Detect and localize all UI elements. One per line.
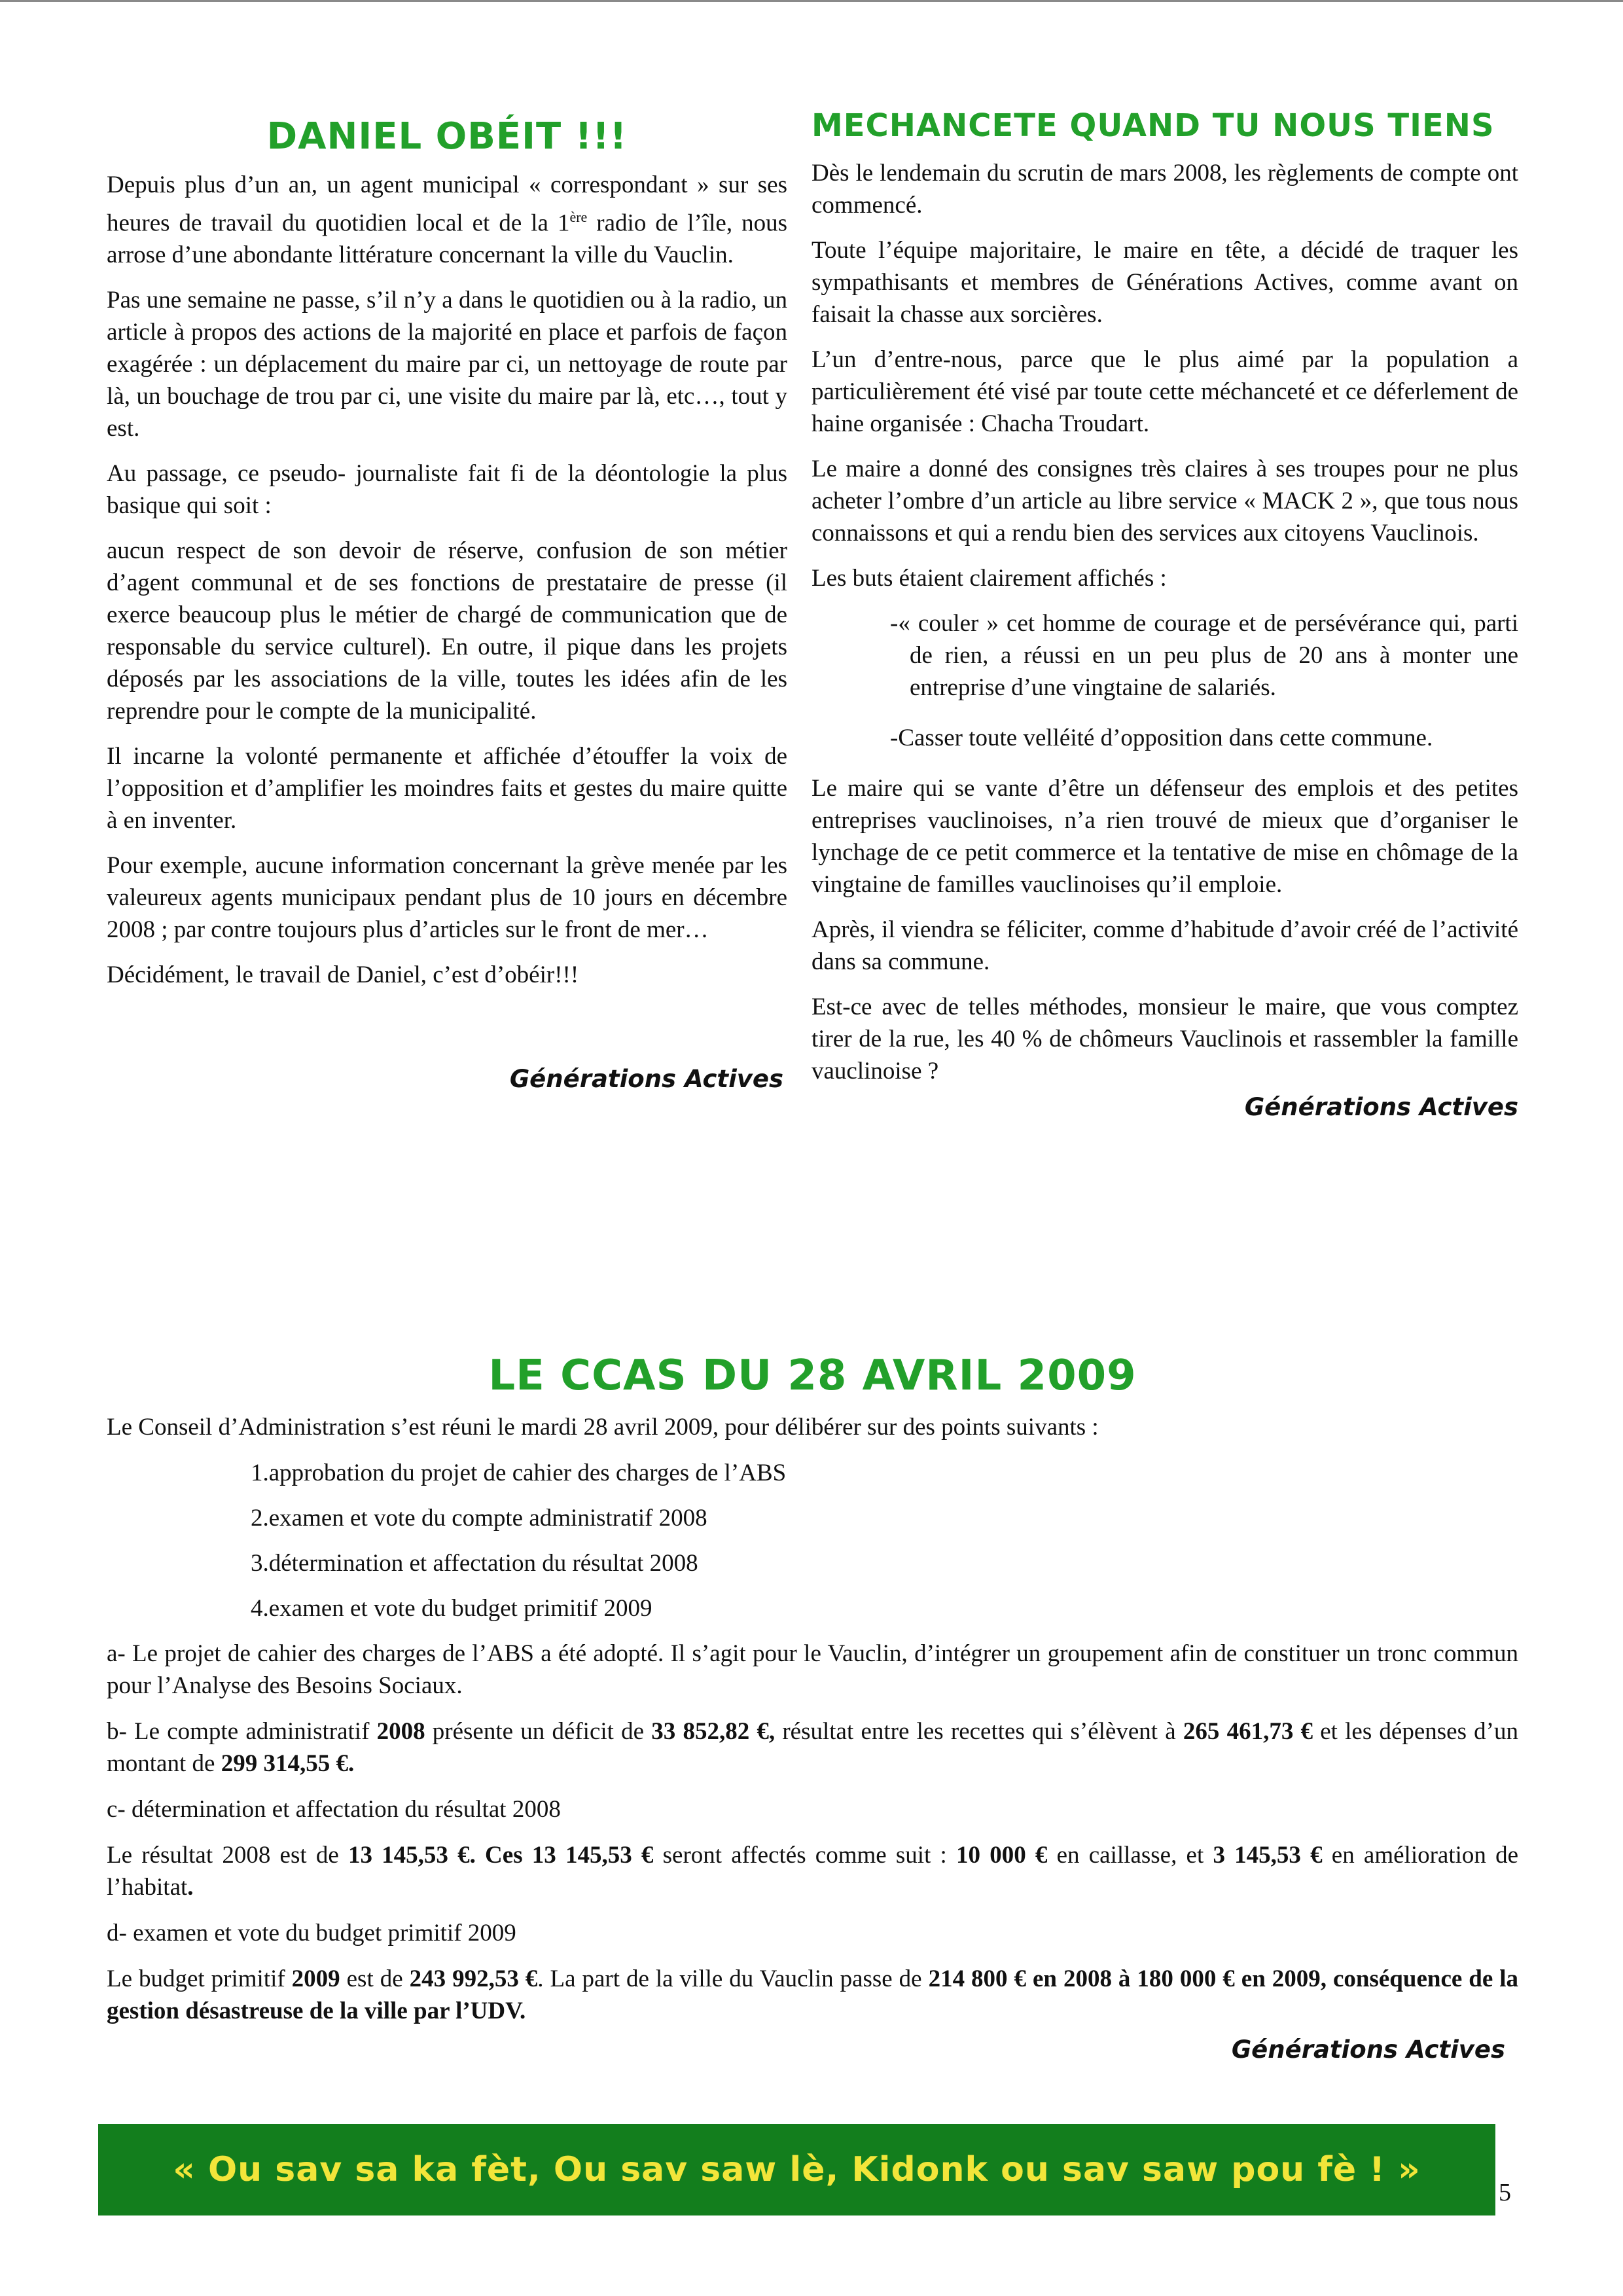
text: résultat entre les recettes qui s’élèvent à xyxy=(775,1718,1183,1745)
paragraph xyxy=(107,1839,1518,1903)
paragraph: c- détermination et affectation du résultat 2008 xyxy=(107,1796,561,1823)
bold-value: 299 314,55 €. xyxy=(221,1750,355,1777)
paragraph: Il incarne la volonté permanente et affichée d’étouffer la voix de l’opposition et d’amplifier les moindres faits et gestes du maire quitte à en inventer. xyxy=(107,743,787,834)
list-item: 4.examen et vote du budget primitif 2009 xyxy=(251,1595,652,1622)
paragraph: Dès le lendemain du scrutin de mars 2008, les règlements de compte ont commencé. xyxy=(812,160,1518,219)
article-daniel-obeit xyxy=(107,105,787,1095)
text: Le budget primitif xyxy=(107,1965,292,1992)
page-number: 5 xyxy=(1499,2179,1511,2206)
top-rule xyxy=(0,0,1623,2)
list-item: 1.approbation du projet de cahier des charges de l’ABS xyxy=(251,1460,787,1486)
text: seront affectés comme suit : xyxy=(653,1842,957,1869)
paragraph: Toute l’équipe majoritaire, le maire en tête, a décidé de traquer les sympathisants et membres de Générations Actives, comme avant on faisait la chasse aux sorcières. xyxy=(812,237,1518,328)
superscript: ère xyxy=(569,209,588,225)
text: b- Le compte administratif xyxy=(107,1718,377,1745)
list-item: 3.détermination et affectation du résultat 2008 xyxy=(251,1550,698,1577)
paragraph: L’un d’entre-nous, parce que le plus aimé par la population a particulièrement été visé par toute cette méchanceté et ce déferlement de haine organisée : Chacha Troudart. xyxy=(812,346,1518,437)
list-item: 2.examen et vote du compte administratif 2008 xyxy=(251,1505,707,1532)
text: en amélioration de l’habitat xyxy=(107,1842,1519,1901)
paragraph: Décidément, le travail de Daniel, c’est d’obéir!!! xyxy=(107,961,579,989)
paragraph: Au passage, ce pseudo- journaliste fait fi de la déontologie la plus basique qui soit : xyxy=(107,460,787,520)
paragraph: Est-ce avec de telles méthodes, monsieur le maire, que vous comptez tirer de la rue, les 40 % de chômeurs Vauclinois et rassembler la famille vauclinoise ? xyxy=(812,994,1518,1085)
bold-value: 2009 xyxy=(291,1965,340,1992)
slogan-banner xyxy=(98,2124,1495,2215)
bold-value: . xyxy=(187,1874,194,1901)
signature: Générations Actives xyxy=(1244,1093,1518,1121)
bold-value: 13 145,53 €. Ces 13 145,53 € xyxy=(348,1842,654,1869)
list-item: -« couler » cet homme de courage et de persévérance qui, parti de rien, a réussi en un peu plus de 20 ans à monter une entreprise d’une vingtaine de salariés. xyxy=(890,610,1518,701)
signature: Générations Actives xyxy=(1231,2036,1505,2064)
bold-value: 265 461,73 € xyxy=(1183,1718,1313,1745)
bold-value: 243 992,53 € xyxy=(409,1965,538,1992)
list-item: -Casser toute velléité d’opposition dans cette commune. xyxy=(890,725,1433,751)
paragraph: Le maire a donné des consignes très claires à ses troupes pour ne plus acheter l’ombre d’un article au libre service « MACK 2 », que tous nous connaissons et qui a rendu bien des services aux citoyens Vauclinois. xyxy=(812,456,1518,547)
text: en caillasse, et xyxy=(1047,1842,1213,1869)
paragraph: a- Le projet de cahier des charges de l’ABS a été adopté. Il s’agit pour le Vauclin, d’intégrer un groupement afin de constituer un tronc commun pour l’Analyse des Besoins Sociaux. xyxy=(107,1640,1518,1699)
bold-value: 33 852,82 €, xyxy=(651,1718,776,1745)
bold-value: 214 800 € en 2008 à 180 000 € en 2009, conséquence de la gestion désastreuse de la ville par l’UDV. xyxy=(107,1965,1518,2024)
paragraph xyxy=(107,1715,1518,1780)
paragraph: Après, il viendra se féliciter, comme d’habitude d’avoir créé de l’activité dans sa commune. xyxy=(812,916,1518,975)
article-title: DANIEL OBÉIT !!! xyxy=(266,115,628,158)
article-title: MECHANCETE QUAND TU NOUS TIENS xyxy=(812,107,1495,144)
paragraph-text: radio de l’île, nous arrose d’une abondante littérature concernant la ville du Vauclin. xyxy=(107,209,787,269)
article-ccas xyxy=(107,1348,1518,2079)
bold-value: 2008 xyxy=(376,1718,425,1745)
bold-value: 3 145,53 € xyxy=(1213,1842,1323,1869)
bold-value: 10 000 € xyxy=(956,1842,1048,1869)
text: Le résultat 2008 est de xyxy=(107,1842,348,1869)
paragraph: Le maire qui se vante d’être un défenseur des emplois et des petites entreprises vauclinoises, n’a rien trouvé de mieux que d’organiser le lynchage de ce petit commerce et la tentative de mise en chômage de la vingtaine de familles vauclinoises qu’il emploie. xyxy=(812,775,1518,898)
slogan-text: « Ou sav sa ka fèt, Ou sav saw lè, Kidonk ou sav saw pou fè ! » xyxy=(173,2150,1421,2189)
paragraph: aucun respect de son devoir de réserve, confusion de son métier d’agent communal et de ses fonctions de prestataire de presse (il exerce beaucoup plus le métier de chargé de communication que de responsable du service culturel). En outre, il pique dans les projets déposés par les associations de la ville, toutes les idées afin de les reprendre pour le compte de la municipalité. xyxy=(107,537,787,725)
article-title: LE CCAS DU 28 AVRIL 2009 xyxy=(488,1352,1137,1400)
text: . La part de la ville du Vauclin passe de xyxy=(537,1965,929,1992)
article-mechancete xyxy=(812,105,1518,1123)
paragraph: Pour exemple, aucune information concernant la grève menée par les valeureux agents municipaux pendant plus de 10 jours en décembre 2008 ; par contre toujours plus d’articles sur le front de mer… xyxy=(107,852,787,944)
agenda-list xyxy=(251,1457,1518,1624)
paragraph xyxy=(107,1963,1518,2027)
text: est de xyxy=(340,1965,410,1992)
paragraph: Pas une semaine ne passe, s’il n’y a dans le quotidien ou à la radio, un article à propos des actions de la majorité en place et parfois de façon exagérée : un déplacement du maire par ci, un nettoyage de route par là, un bouchage de trou par ci, une visite du maire par là, etc…, tout y est. xyxy=(107,287,787,442)
text: et les dépenses d’un montant de xyxy=(107,1718,1518,1777)
paragraph xyxy=(107,169,787,271)
paragraph: Les buts étaient clairement affichés : xyxy=(812,565,1167,592)
signature: Générations Actives xyxy=(509,1065,783,1094)
paragraph: Le Conseil d’Administration s’est réuni le mardi 28 avril 2009, pour délibérer sur des points suivants : xyxy=(107,1414,1099,1441)
text: présente un déficit de xyxy=(425,1718,652,1745)
paragraph: d- examen et vote du budget primitif 2009 xyxy=(107,1920,516,1946)
paragraph-text: Depuis plus d’un an, un agent municipal « correspondant » sur ses heures de travail du quotidien local et de la 1 xyxy=(107,171,787,237)
